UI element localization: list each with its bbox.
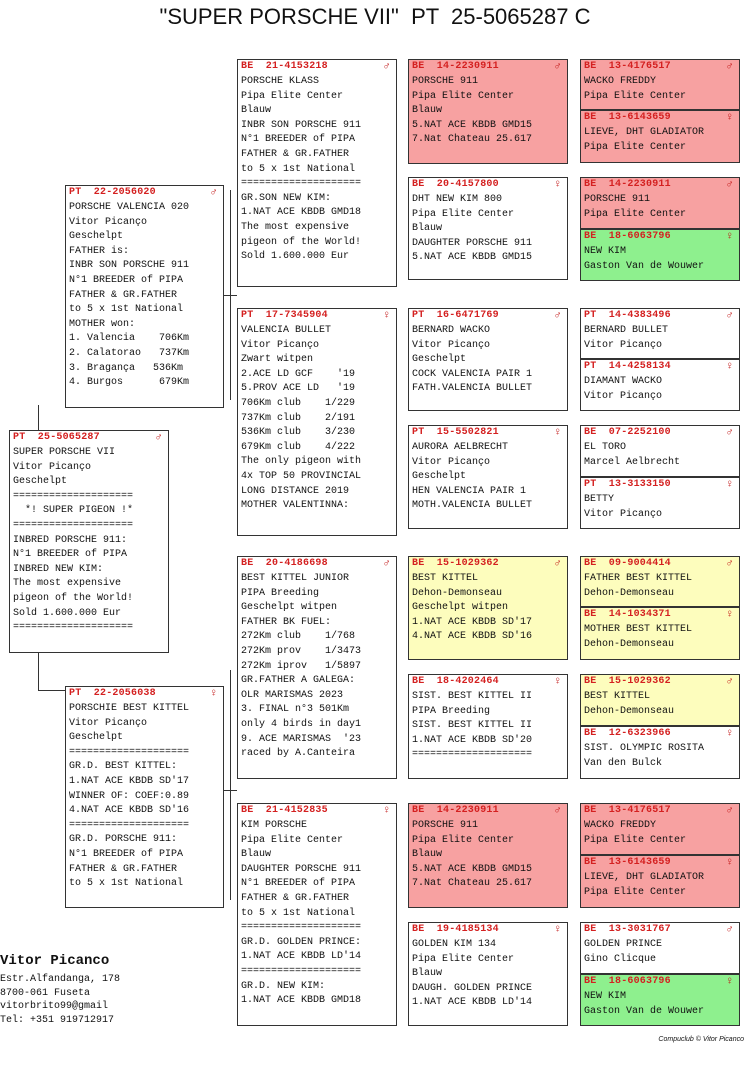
pedigree-line: 272Km club 1/768 [241,631,356,643]
pedigree-line: Pipa Elite Center [241,90,344,102]
ring-number [584,557,739,572]
card-gen5-9[interactable] [580,556,740,607]
card-dam-dam-sire[interactable] [408,803,568,908]
pedigree-line: Zwart witpen [241,354,314,366]
card-dam[interactable] [65,686,224,908]
card-sire-dam-sire[interactable] [408,308,568,411]
card-gen5-11[interactable] [580,674,740,726]
ring-number [584,923,739,938]
owner-email[interactable]: vitorbrito99@gmail [0,1001,109,1012]
pedigree-line: 4x TOP 50 PROVINCIAL [241,470,362,482]
pedigree-line: The most expensive [13,578,122,590]
pedigree-line: MOTHER won: [69,318,136,330]
card-gen5-3[interactable] [580,177,740,229]
pedigree-line: Vitor Picanço [584,508,663,520]
pedigree-line: raced by A.Canteira [241,748,356,760]
pedigree-line: SIST. BEST KITTEL II [412,691,533,702]
pedigree-line: PORSCHE 911 [584,194,651,205]
pedigree-line: Pipa Elite Center [584,141,687,153]
pedigree-line: 4.NAT ACE KBDB SD'16 [69,805,190,817]
female-symbol-icon: ♀ [383,310,390,322]
card-gen5-14[interactable] [580,855,740,908]
male-symbol-icon: ♂ [726,427,733,439]
pedigree-line: ==================== [13,519,134,531]
card-gen5-10[interactable] [580,607,740,660]
female-symbol-icon: ♀ [726,609,733,621]
pedigree-line: PIPA Breeding [412,705,491,717]
card-gen5-7[interactable] [580,425,740,477]
pedigree-line: 1. Valencia 706Km [69,333,190,345]
ring-number-text: PT 22-2056038 [69,688,156,699]
ring-number-text: BE 14-2230911 [412,805,499,816]
pedigree-line: FATHER & GR.FATHER [69,289,178,301]
pedigree-line: BEST KITTEL JUNIOR [241,573,350,584]
pedigree-line: Gino Clicque [584,953,657,965]
pedigree-line: INBR SON PORSCHE 911 [69,260,190,272]
ring-number [412,60,567,75]
pedigree-line: MOTH.VALENCIA BULLET [412,500,533,512]
ring-number [412,178,567,193]
ring-number-text: BE 21-4153218 [241,61,328,72]
ring-number [241,557,396,572]
pedigree-line: LIEVE, DHT GLADIATOR [584,872,705,883]
card-sire[interactable] [65,185,224,408]
pedigree-line: Geschelpt [412,471,467,483]
pedigree-line: Vitor Picanço [69,717,148,729]
ring-number-text: BE 15-1029362 [412,558,499,569]
male-symbol-icon: ♂ [726,676,733,688]
pedigree-line: 9. ACE MARISMAS '23 [241,733,362,745]
pedigree-line: 5.NAT ACE KBDB GMD15 [412,863,533,875]
pedigree-line: to 5 x 1st National [241,163,356,175]
ring-number [584,608,739,623]
female-symbol-icon: ♀ [726,231,733,243]
male-symbol-icon: ♂ [726,924,733,936]
pedigree-line: GOLDEN PRINCE [584,939,663,950]
pedigree-line: Blauw [241,105,272,117]
pedigree-line: FATHER & GR.FATHER [241,892,350,904]
ring-number-text: BE 19-4185134 [412,924,499,935]
pedigree-line: 5.PROV ACE LD '19 [241,383,356,395]
pedigree-line: 1.NAT ACE KBDB SD'17 [412,616,533,628]
card-dam-dam-dam[interactable] [408,922,568,1026]
pedigree-line: pigeon of the World! [13,592,134,604]
pedigree-line: Sold 1.600.000 Eur [13,607,122,619]
ring-number [584,60,739,75]
pedigree-line: Blauw [412,223,443,235]
pedigree-line: SIST. OLYMPIC ROSITA [584,743,705,754]
card-sire-sire-dam[interactable] [408,177,568,280]
ring-number-text: BE 18-4202464 [412,676,499,687]
pedigree-line: 1.NAT ACE KBDB SD'20 [412,734,533,746]
ring-number-text: PT 22-2056020 [69,187,156,198]
female-symbol-icon: ♀ [383,805,390,817]
male-symbol-icon: ♂ [155,432,162,444]
pedigree-line: 3. FINAL n°3 501Km [241,704,350,716]
card-gen5-15[interactable] [580,922,740,974]
ring-number-text: PT 14-4383496 [584,310,671,321]
card-dam-sire-sire[interactable] [408,556,568,660]
ring-number [584,360,739,375]
card-gen5-1[interactable] [580,59,740,110]
pedigree-line: 1.NAT ACE KBDB LD'14 [241,951,362,963]
pedigree-line: Van den Bulck [584,757,663,769]
pedigree-line: Pipa Elite Center [241,834,344,846]
ring-number [69,687,223,702]
pedigree-line: LONG DISTANCE 2019 [241,485,350,497]
pedigree-line: ==================== [241,178,362,190]
pedigree-line: Pipa Elite Center [412,834,515,846]
pedigree-line: Pipa Elite Center [584,90,687,102]
pedigree-line: FATHER BEST KITTEL [584,573,693,584]
ring-number [412,923,567,938]
male-symbol-icon: ♂ [554,805,561,817]
pedigree-line: DAUGHTER PORSCHE 911 [412,237,533,249]
pedigree-line: ==================== [241,965,362,977]
card-sire-dam[interactable] [237,308,397,536]
pedigree-line: GR.D. GOLDEN PRINCE: [241,936,362,948]
ring-number [241,804,396,819]
pedigree-line: to 5 x 1st National [69,878,184,890]
male-symbol-icon: ♂ [726,61,733,73]
pedigree-line: Pipa Elite Center [412,90,515,102]
pedigree-line: 5.NAT ACE KBDB GMD15 [412,119,533,131]
ring-number-text: BE 20-4186698 [241,558,328,569]
pedigree-line: Vitor Picanço [13,461,92,473]
pedigree-line: ==================== [69,746,190,758]
pedigree-line: FATHER & GR.FATHER [69,863,178,875]
pedigree-line: PIPA Breeding [241,587,320,599]
female-symbol-icon: ♀ [726,479,733,491]
card-gen5-6[interactable] [580,359,740,411]
card-sire-sire[interactable] [237,59,397,287]
pedigree-line: BERNARD BULLET [584,325,669,336]
owner-postcode: 8700-061 Fuseta [0,987,91,999]
pedigree-line: Geschelpt [69,732,124,744]
owner-address: Estr.Alfandanga, 178 [0,974,121,985]
pedigree-line: INBRED PORSCHE 911: [13,534,128,546]
pedigree-line: Vitor Picanço [412,339,491,351]
pedigree-line: HEN VALENCIA PAIR 1 [412,485,527,497]
pedigree-line: Vitor Picanço [69,216,148,228]
pedigree-line: 737Km club 2/191 [241,412,356,424]
ring-number [69,186,223,201]
pedigree-line: N°1 BREEDER of PIPA [13,549,128,561]
pedigree-line: Pipa Elite Center [412,953,515,965]
pedigree-line: 5.NAT ACE KBDB GMD15 [412,252,533,264]
pedigree-line: Pipa Elite Center [584,834,687,846]
pedigree-line: BERNARD WACKO [412,325,491,336]
pedigree-line: Geschelpt [412,354,467,366]
pedigree-line: Marcel Aelbrecht [584,456,681,468]
pedigree-line: 1.NAT ACE KBDB LD'14 [412,997,533,1009]
pedigree-line: Pipa Elite Center [584,886,687,898]
card-dam-sire-dam[interactable] [408,674,568,779]
pedigree-line: ==================== [13,490,134,502]
ring-number-text: PT 25-5065287 [13,432,100,443]
ring-number [584,975,739,990]
pedigree-line: FATHER & GR.FATHER [241,148,350,160]
pedigree-line: GR.D. PORSCHE 911: [69,834,178,846]
ring-number-text: BE 12-6323966 [584,728,671,739]
ring-number [412,804,567,819]
pedigree-line: Blauw [412,105,443,117]
pedigree-line: 1.NAT ACE KBDB SD'17 [69,775,190,787]
pedigree-line: Blauw [412,849,443,861]
pedigree-title: "SUPER PORSCHE VII" PT 25-5065287 C [159,4,591,29]
connector-dam-v [230,670,231,900]
card-sire-dam-dam[interactable] [408,425,568,529]
pedigree-line: PORSCHE 911 [412,820,479,831]
ring-number [412,557,567,572]
card-dam-sire[interactable] [237,556,397,779]
ring-number-text: BE 14-2230911 [412,61,499,72]
ring-number-text: BE 18-6063796 [584,231,671,242]
ring-number [584,426,739,441]
ring-number-text: BE 09-9004414 [584,558,671,569]
pedigree-line: ==================== [13,622,134,634]
pedigree-line: N°1 BREEDER of PIPA [69,848,184,860]
pedigree-line: 4. Burgos 679Km [69,377,190,389]
ring-number-text: PT 15-5502821 [412,427,499,438]
ring-number-text: BE 21-4152835 [241,805,328,816]
ring-number [584,230,739,245]
ring-number [584,478,739,493]
pedigree-line: ==================== [69,819,190,831]
pedigree-line: Dehon-Demonseau [584,638,675,650]
pedigree-line: Geschelpt witpen [241,602,338,614]
pedigree-line: 4.NAT ACE KBDB SD'16 [412,631,533,643]
male-symbol-icon: ♂ [210,187,217,199]
male-symbol-icon: ♂ [726,179,733,191]
pedigree-line: AURORA AELBRECHT [412,442,509,453]
pedigree-line: Pipa Elite Center [412,208,515,220]
pedigree-line: GR.FATHER A GALEGA: [241,675,356,687]
pedigree-line: NEW KIM [584,991,627,1002]
pedigree-line: 2.ACE LD GCF '19 [241,368,356,380]
ring-number-text: PT 17-7345904 [241,310,328,321]
pedigree-line: Dehon-Demonseau [412,587,503,599]
ring-number-text: PT 14-4258134 [584,361,671,372]
pedigree-line: BEST KITTEL [584,691,651,702]
pedigree-line: MOTHER VALENTINNA: [241,500,350,512]
ring-number [584,856,739,871]
ring-number [584,675,739,690]
pedigree-line: 272Km prov 1/3473 [241,645,362,657]
pedigree-line: GOLDEN KIM 134 [412,939,497,950]
ring-number [241,309,396,324]
pedigree-line: pigeon of the World! [241,236,362,248]
pedigree-line: 706Km club 1/229 [241,397,356,409]
card-gen5-16[interactable] [580,974,740,1026]
ring-number [241,60,396,75]
footer-credit: Compuclub © Vitor Picanco [658,1036,744,1043]
connector-subject-dam-h [38,690,66,691]
pedigree-line: 272Km iprov 1/5897 [241,660,362,672]
pedigree-line: N°1 BREEDER of PIPA [241,878,356,890]
ring-number-text: BE 13-6143659 [584,857,671,868]
female-symbol-icon: ♀ [210,688,217,700]
pedigree-line: GR.SON NEW KIM: [241,192,332,204]
ring-number-text: PT 16-6471769 [412,310,499,321]
pedigree-line: WACKO FREDDY [584,76,657,87]
pedigree-line: PORSCHE 911 [412,76,479,87]
card-subject[interactable] [9,430,169,653]
pedigree-line: DAUGH. GOLDEN PRINCE [412,982,533,994]
pedigree-line: 679Km club 4/222 [241,441,356,453]
male-symbol-icon: ♂ [383,558,390,570]
pedigree-line: INBRED NEW KIM: [13,563,104,575]
pedigree-line: Blauw [412,968,443,980]
pedigree-line: WACKO FREDDY [584,820,657,831]
pedigree-line: GR.D. BEST KITTEL: [69,761,178,773]
pedigree-line: DAUGHTER PORSCHE 911 [241,863,362,875]
pedigree-line: 536Km club 3/230 [241,427,356,439]
pedigree-line: Geschelpt [13,476,68,488]
male-symbol-icon: ♂ [554,310,561,322]
pedigree-line: Vitor Picanço [241,339,320,351]
pedigree-line: NEW KIM [584,246,627,257]
pedigree-line: PORSCHE KLASS [241,76,320,87]
pedigree-line: 2. Calatorao 737Km [69,347,190,359]
pedigree-line: 3. Bragança 536Km [69,362,184,374]
pedigree-line: 7.Nat Chateau 25.617 [412,878,533,890]
ring-number [584,111,739,126]
pedigree-line: PORSCHE VALENCIA 020 [69,202,190,213]
female-symbol-icon: ♀ [554,924,561,936]
ring-number-text: BE 07-2252100 [584,427,671,438]
ring-number-text: PT 13-3133150 [584,479,671,490]
ring-number-text: BE 15-1029362 [584,676,671,687]
pedigree-line: EL TORO [584,442,627,453]
male-symbol-icon: ♂ [554,61,561,73]
female-symbol-icon: ♀ [726,728,733,740]
female-symbol-icon: ♀ [554,427,561,439]
female-symbol-icon: ♀ [726,976,733,988]
pedigree-line: WINNER OF: COEF:0.89 [69,790,190,802]
card-gen5-12[interactable] [580,726,740,779]
male-symbol-icon: ♂ [726,558,733,570]
female-symbol-icon: ♀ [554,179,561,191]
ring-number [584,178,739,193]
pedigree-line: COCK VALENCIA PAIR 1 [412,368,533,380]
male-symbol-icon: ♂ [726,310,733,322]
pedigree-line: to 5 x 1st National [69,304,184,316]
pedigree-line: The only pigeon with [241,456,362,468]
connector-sire-v [230,190,231,400]
pedigree-line: FATH.VALENCIA BULLET [412,383,533,395]
pedigree-line: DHT NEW KIM 800 [412,194,503,205]
ring-number [412,426,567,441]
pedigree-line: Vitor Picanço [584,339,663,351]
pedigree-line: PORSCHIE BEST KITTEL [69,703,190,714]
ring-number-text: BE 20-4157800 [412,179,499,190]
pedigree-line: SUPER PORSCHE VII [13,447,116,458]
pedigree-line: 1.NAT ACE KBDB GMD18 [241,995,362,1007]
female-symbol-icon: ♀ [726,361,733,373]
pedigree-line: Blauw [241,849,272,861]
female-symbol-icon: ♀ [554,676,561,688]
pedigree-line: Sold 1.600.000 Eur [241,251,350,263]
pedigree-line: Vitor Picanço [412,456,491,468]
pedigree-line: MOTHER BEST KITTEL [584,624,693,635]
male-symbol-icon: ♂ [383,61,390,73]
pedigree-line: Dehon-Demonseau [584,587,675,599]
pedigree-line: FATHER is: [69,245,130,257]
connector-subject-dam [38,650,39,690]
owner-name: Vitor Picanco [0,953,110,969]
pedigree-line: VALENCIA BULLET [241,325,332,336]
pedigree-line: Geschelpt witpen [412,602,509,614]
pedigree-line: *! SUPER PIGEON !* [13,505,134,517]
pedigree-line: to 5 x 1st National [241,907,356,919]
card-sire-sire-sire[interactable] [408,59,568,164]
owner-phone: Tel: +351 919712917 [0,1014,115,1026]
pedigree-line: Dehon-Demonseau [584,705,675,717]
pedigree-line: 7.Nat Chateau 25.617 [412,134,533,146]
card-gen5-13[interactable] [580,803,740,855]
pedigree-line: Geschelpt [69,231,124,243]
pedigree-line: N°1 BREEDER of PIPA [241,134,356,146]
ring-number-text: BE 13-4176517 [584,805,671,816]
male-symbol-icon: ♂ [726,805,733,817]
pedigree-line: FATHER BK FUEL: [241,616,332,628]
pedigree-line: ==================== [241,922,362,934]
ring-number-text: BE 13-3031767 [584,924,671,935]
pedigree-line: BEST KITTEL [412,573,479,584]
card-gen5-5[interactable] [580,308,740,359]
ring-number [584,804,739,819]
card-dam-dam[interactable] [237,803,397,1026]
ring-number-text: BE 18-6063796 [584,976,671,987]
pedigree-line: OLR MARISMAS 2023 [241,689,344,701]
pedigree-line: DIAMANT WACKO [584,376,663,387]
ring-number [584,727,739,742]
pedigree-line: Gaston Van de Wouwer [584,260,705,272]
pedigree-line: INBR SON PORSCHE 911 [241,119,362,131]
pedigree-line: ==================== [412,749,533,761]
pedigree-line: Gaston Van de Wouwer [584,1005,705,1017]
pedigree-line: SIST. BEST KITTEL II [412,720,533,732]
pedigree-line: Vitor Picanço [584,390,663,402]
pedigree-line: LIEVE, DHT GLADIATOR [584,127,705,138]
ring-number-text: BE 13-4176517 [584,61,671,72]
pedigree-line: N°1 BREEDER of PIPA [69,274,184,286]
pedigree-line: KIM PORSCHE [241,820,308,831]
card-gen5-4[interactable] [580,229,740,281]
ring-number [412,675,567,690]
pedigree-line: BETTY [584,494,615,505]
ring-number-text: BE 13-6143659 [584,112,671,123]
female-symbol-icon: ♀ [726,857,733,869]
male-symbol-icon: ♂ [554,558,561,570]
pedigree-line: Pipa Elite Center [584,208,687,220]
ring-number [584,309,739,324]
ring-number-text: BE 14-1034371 [584,609,671,620]
pedigree-line: only 4 birds in day1 [241,718,362,730]
ring-number-text: BE 14-2230911 [584,179,671,190]
card-gen5-2[interactable] [580,110,740,163]
pedigree-line: The most expensive [241,221,350,233]
female-symbol-icon: ♀ [726,112,733,124]
owner-block [0,953,120,1027]
pedigree-line: GR.D. NEW KIM: [241,980,326,992]
pedigree-line: 1.NAT ACE KBDB GMD18 [241,207,362,219]
ring-number [13,431,168,446]
ring-number [412,309,567,324]
card-gen5-8[interactable] [580,477,740,529]
